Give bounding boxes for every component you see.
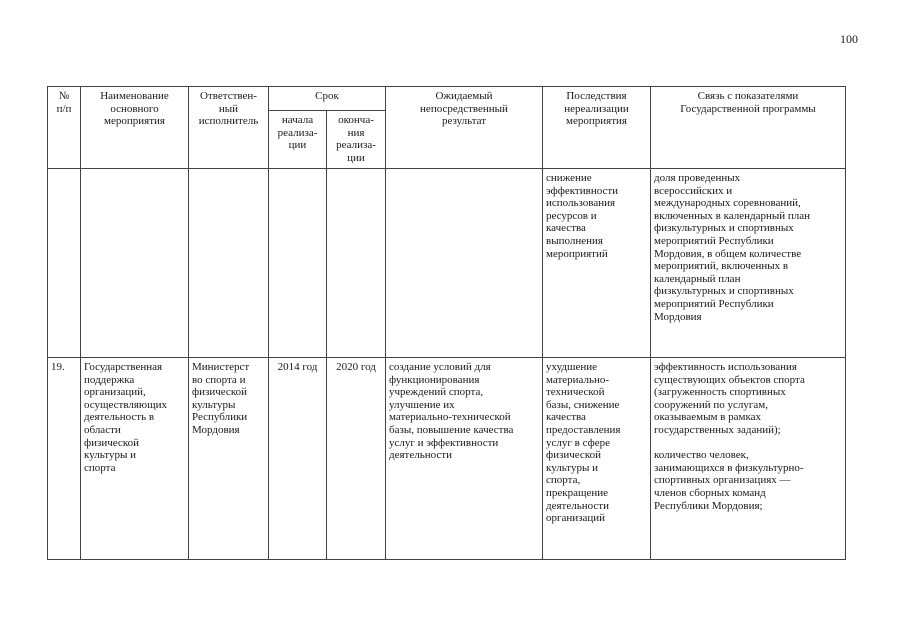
header-term: Срок [269,87,386,111]
header-activity-name: Наименование основного мероприятия [81,87,189,169]
cell-responsible [189,169,269,358]
cell-term-start: 2014 год [269,358,327,560]
cell-consequences: снижение эффективности использования ресурсов и качества выполнения мероприятий [543,169,651,358]
header-expected-result: Ожидаемый непосредственный результат [386,87,543,169]
header-program-link: Связь с показателями Государственной программы [651,87,846,169]
header-row-top [48,87,846,111]
cell-consequences: ухудшение материально- технической базы, снижение качества предоставления услуг в сфере физической культуры и спорта, прекращение деятельности организаций [543,358,651,560]
cell-program-link [651,358,846,560]
header-responsible: Ответствен- ный исполнитель [189,87,269,169]
header-number: № п/п [48,87,81,169]
activities-table [47,86,846,560]
cell-number [48,169,81,358]
paragraph-gap [654,437,842,450]
header-consequences: Последствия нереализации мероприятия [543,87,651,169]
cell-number: 19. [48,358,81,560]
cell-activity-name: Государственная поддержка организаций, осуществляющих деятельность в области физической культуры и спорта [81,358,189,560]
cell-term-start [269,169,327,358]
program-link-indicator: доля проведенных всероссийских и международных соревнований, включенных в календарный план физкультурных и спортивных мероприятий Республики Мордовия, в общем количестве мероприятий, включенных в календарный план физкультурных и спортивных мероприятий Республики Мордовия [654,172,811,323]
cell-program-link [651,169,846,358]
cell-term-end [327,169,386,358]
program-link-indicator: количество человек, занимающихся в физкультурно- спортивных организациях — членов сборных команд Республики Мордовия; [654,449,804,512]
page-number: 100 [840,32,858,46]
header-term-end: оконча- ния реализа- ции [327,111,386,169]
cell-responsible: Министерст во спорта и физической культуры Республики Мордовия [189,358,269,560]
cell-expected-result: создание условий для функционирования учреждений спорта, улучшение их материально-технической базы, повышение качества услуг и эффективности деятельности [386,358,543,560]
cell-expected-result [386,169,543,358]
cell-activity-name [81,169,189,358]
table-row [48,358,846,560]
cell-term-end: 2020 год [327,358,386,560]
header-term-start: начала реализа- ции [269,111,327,169]
table-row [48,169,846,358]
program-link-indicator: эффективность использования существующих объектов спорта (загруженность спортивных сооружений по услугам, оказываемым в рамках государственных заданий); [654,361,805,436]
